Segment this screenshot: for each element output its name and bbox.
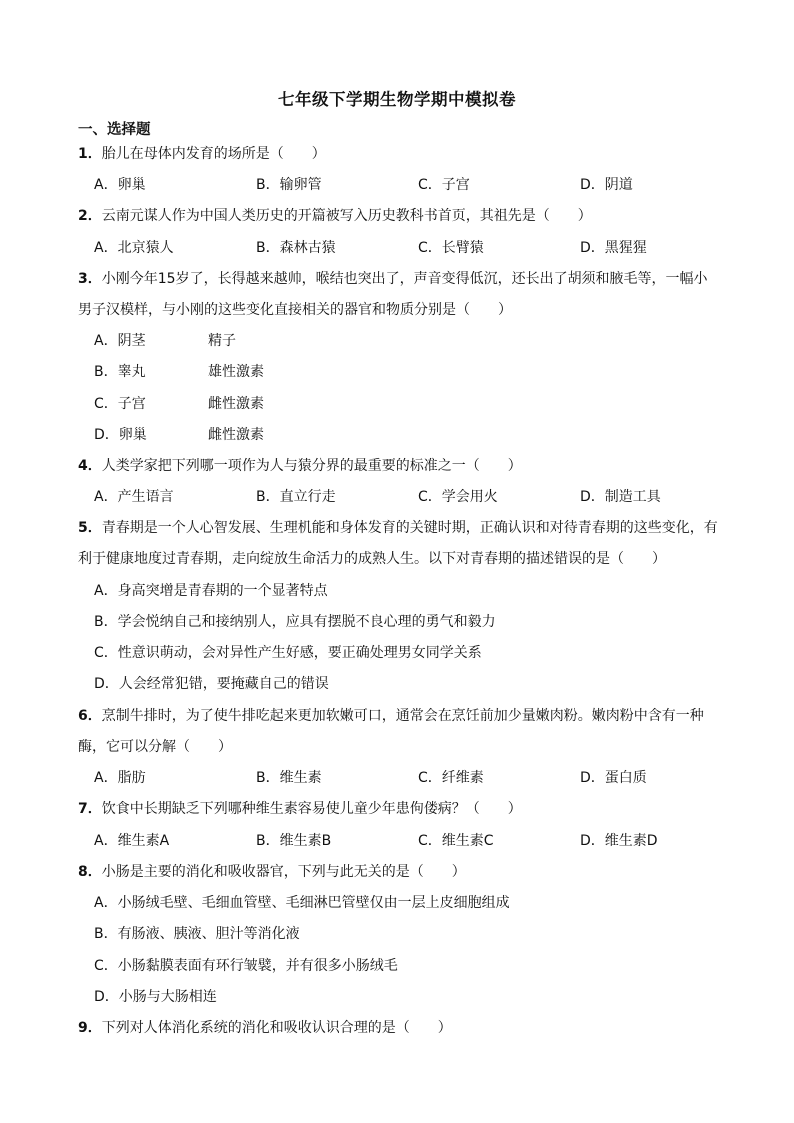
option-b: B．输卵管 [256, 177, 322, 193]
question-7-stem: 7．饮食中长期缺乏下列哪种维生素容易使儿童少年患佝偻病？（ ） [78, 801, 522, 817]
option-a: A．脂肪 [94, 770, 146, 786]
question-6-stem-line-2: 酶，它可以分解（ ） [78, 739, 232, 755]
question-number: 7． [78, 801, 102, 817]
question-1-stem: 1．胎儿在母体内发育的场所是（ ） [78, 146, 326, 162]
option-d-substance: 雌性激素 [208, 427, 264, 443]
option-a: A．小肠绒毛壁、毛细血管壁、毛细淋巴管壁仅由一层上皮细胞组成 [94, 895, 510, 911]
question-6-stem-line-1: 6．烹制牛排时，为了使牛排吃起来更加软嫩可口，通常会在烹饪前加少量嫩肉粉。嫩肉粉中含有一种 [78, 708, 704, 724]
option-a: A．卵巢 [94, 177, 146, 193]
question-number: 5． [78, 520, 102, 536]
option-d: D．蛋白质 [580, 770, 647, 786]
question-number: 1． [78, 146, 102, 162]
question-5-stem-line-2: 利于健康地度过青春期，走向绽放生命活力的成熟人生。以下对青春期的描述错误的是（ ） [78, 551, 666, 567]
page-title: 七年级下学期生物学期中模拟卷 [278, 90, 516, 109]
question-8-stem: 8．小肠是主要的消化和吸收器官，下列与此无关的是（ ） [78, 864, 466, 880]
option-d: D．黑猩猩 [580, 240, 647, 256]
option-c: C．子宫 [418, 177, 470, 193]
option-c: C．小肠黏膜表面有环行皱襞，并有很多小肠绒毛 [94, 958, 398, 974]
option-b: B．学会悦纳自己和接纳别人，应具有摆脱不良心理的勇气和毅力 [94, 614, 496, 630]
option-a: A．维生素A [94, 833, 170, 849]
option-d: D．维生素D [580, 833, 658, 849]
option-c-organ: C．子宫 [94, 396, 146, 412]
question-3-stem-line-1: 3．小刚今年15岁了，长得越来越帅，喉结也突出了，声音变得低沉，还长出了胡须和腋毛等，一幅小 [78, 271, 708, 287]
question-number: 8． [78, 864, 102, 880]
option-a-substance: 精子 [208, 333, 236, 349]
option-a: A．身高突增是青春期的一个显著特点 [94, 583, 328, 599]
question-4-stem: 4．人类学家把下列哪一项作为人与猿分界的最重要的标准之一（ ） [78, 458, 522, 474]
option-d: D．人会经常犯错，要掩藏自己的错误 [94, 676, 329, 692]
option-d: D．小肠与大肠相连 [94, 989, 217, 1005]
question-number: 3． [78, 271, 102, 287]
question-5-stem-line-1: 5．青春期是一个人心智发展、生理机能和身体发育的关键时期，正确认识和对待青春期的这些变化，有 [78, 520, 718, 536]
option-b: B．森林古猿 [256, 240, 336, 256]
question-9-stem: 9．下列对人体消化系统的消化和吸收认识合理的是（ ） [78, 1020, 452, 1036]
option-b-organ: B．睾丸 [94, 364, 146, 380]
option-d-organ: D．卵巢 [94, 427, 147, 443]
question-number: 4． [78, 458, 102, 474]
option-c: C．长臂猿 [418, 240, 484, 256]
option-b: B．维生素 [256, 770, 322, 786]
question-3-stem-line-2: 男子汉模样，与小刚的这些变化直接相关的器官和物质分别是（ ） [78, 302, 512, 318]
option-d: D．制造工具 [580, 489, 661, 505]
question-number: 9． [78, 1020, 102, 1036]
option-a: A．产生语言 [94, 489, 174, 505]
section-heading: 一、选择题 [78, 122, 151, 138]
option-b: B．直立行走 [256, 489, 336, 505]
option-a: A．北京猿人 [94, 240, 174, 256]
option-b-substance: 雄性激素 [208, 364, 264, 380]
option-a-organ: A．阴茎 [94, 333, 146, 349]
option-c: C．学会用火 [418, 489, 498, 505]
option-c: C．纤维素 [418, 770, 484, 786]
option-c: C．维生素C [418, 833, 494, 849]
question-2-stem: 2．云南元谋人作为中国人类历史的开篇被写入历史教科书首页，其祖先是（ ） [78, 208, 592, 224]
question-number: 6． [78, 708, 102, 724]
option-c: C．性意识萌动，会对异性产生好感，要正确处理男女同学关系 [94, 645, 482, 661]
option-c-substance: 雌性激素 [208, 396, 264, 412]
question-number: 2． [78, 208, 102, 224]
option-b: B．维生素B [256, 833, 332, 849]
option-b: B．有肠液、胰液、胆汁等消化液 [94, 926, 300, 942]
option-d: D．阴道 [580, 177, 633, 193]
